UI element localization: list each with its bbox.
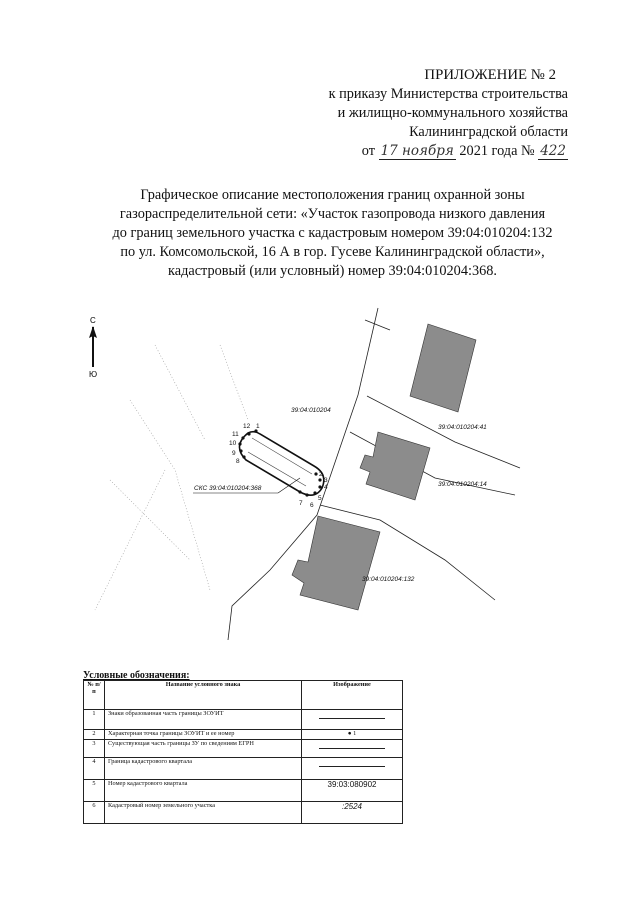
zone-boundary-sample [319, 710, 385, 719]
svg-text:3: 3 [324, 477, 328, 484]
building-41 [410, 324, 476, 412]
parcel-number-sample: :2524 [302, 802, 403, 824]
cadastral-map [0, 300, 640, 660]
parcel-boundary-sample [319, 740, 385, 749]
legend-col-image: Изображение [302, 681, 403, 710]
buildings [292, 324, 476, 610]
svg-text:5: 5 [318, 495, 322, 502]
description-line-5: кадастровый (или условный) номер 39:04:010204:368. [168, 263, 497, 279]
zone-description [80, 186, 585, 281]
svg-text:7: 7 [299, 500, 303, 507]
zone-label: СКС 39:04:010204:368 [194, 485, 262, 492]
legend-col-name: Название условного знака [105, 681, 302, 710]
appendix-header [329, 66, 568, 161]
svg-text:2: 2 [319, 471, 323, 478]
building-14 [360, 432, 430, 500]
parcel-14-label: 39:04:010204:14 [438, 481, 487, 488]
compass-south-label: Ю [89, 370, 98, 379]
legend-col-num: № п/ п [84, 681, 105, 710]
description-line-4: по ул. Комсомольской, 16 А в гор. Гусеве Калининградской области», [120, 244, 545, 260]
svg-text:10: 10 [229, 440, 237, 447]
order-line-3: Калининградской области [409, 124, 568, 140]
order-date-line [329, 142, 568, 161]
compass-north-label: С [90, 316, 96, 325]
building-132 [292, 516, 380, 610]
order-line-1: к приказу Министерства строительства [328, 86, 568, 102]
appendix-title: ПРИЛОЖЕНИЕ № 2 [424, 67, 556, 83]
table-row: 6 Кадастровый номер земельного участка :2524 [84, 802, 403, 824]
date-prefix: от [361, 143, 375, 159]
table-row: 2 Характерная точка границы ЗОУИТ и ее номер ● 1 [84, 730, 403, 740]
legend-header-row [84, 681, 403, 710]
svg-text:8: 8 [236, 458, 240, 465]
description-line-2: газораспределительной сети: «Участок газопровода низкого давления [119, 206, 546, 222]
svg-text:12: 12 [243, 423, 251, 430]
point-sample-label: 1 [353, 730, 357, 737]
handwritten-date: 17 ноября [380, 143, 454, 159]
quarter-label: 39:04:010204 [291, 407, 331, 414]
legend-title: Условные обозначения: [83, 670, 190, 681]
handwritten-number: 422 [540, 143, 566, 159]
svg-text:1: 1 [256, 423, 260, 430]
construction-lines [95, 345, 248, 610]
compass-icon [89, 316, 97, 379]
table-row: 5 Номер кадастрового квартала 39:03:080902 [84, 780, 403, 802]
table-row: 3 Существующая часть границы ЗУ по сведениям ЕГРН [84, 740, 403, 758]
description-line-3: до границ земельного участка с кадастровым номером 39:04:010204:132 [112, 225, 553, 241]
svg-text:6: 6 [310, 502, 314, 509]
year-text: 2021 года № [459, 143, 535, 159]
svg-text:11: 11 [232, 431, 239, 438]
table-row: 4 Граница кадастрового квартала [84, 758, 403, 780]
order-line-2: и жилищно-коммунального хозяйства [337, 105, 568, 121]
quarter-boundary-sample [319, 758, 385, 767]
svg-text:4: 4 [324, 484, 328, 491]
parcel-132-label: 39:04:010204:132 [362, 576, 415, 583]
description-line-1: Графическое описание местоположения границ охранной зоны [140, 187, 525, 203]
legend-table [83, 680, 403, 824]
quarter-number-sample: 39:03:080902 [302, 780, 403, 802]
parcel-41-label: 39:04:010204:41 [438, 424, 487, 431]
table-row: 1 Знаки образованная часть границы ЗОУИТ [84, 710, 403, 730]
svg-text:9: 9 [232, 450, 236, 457]
